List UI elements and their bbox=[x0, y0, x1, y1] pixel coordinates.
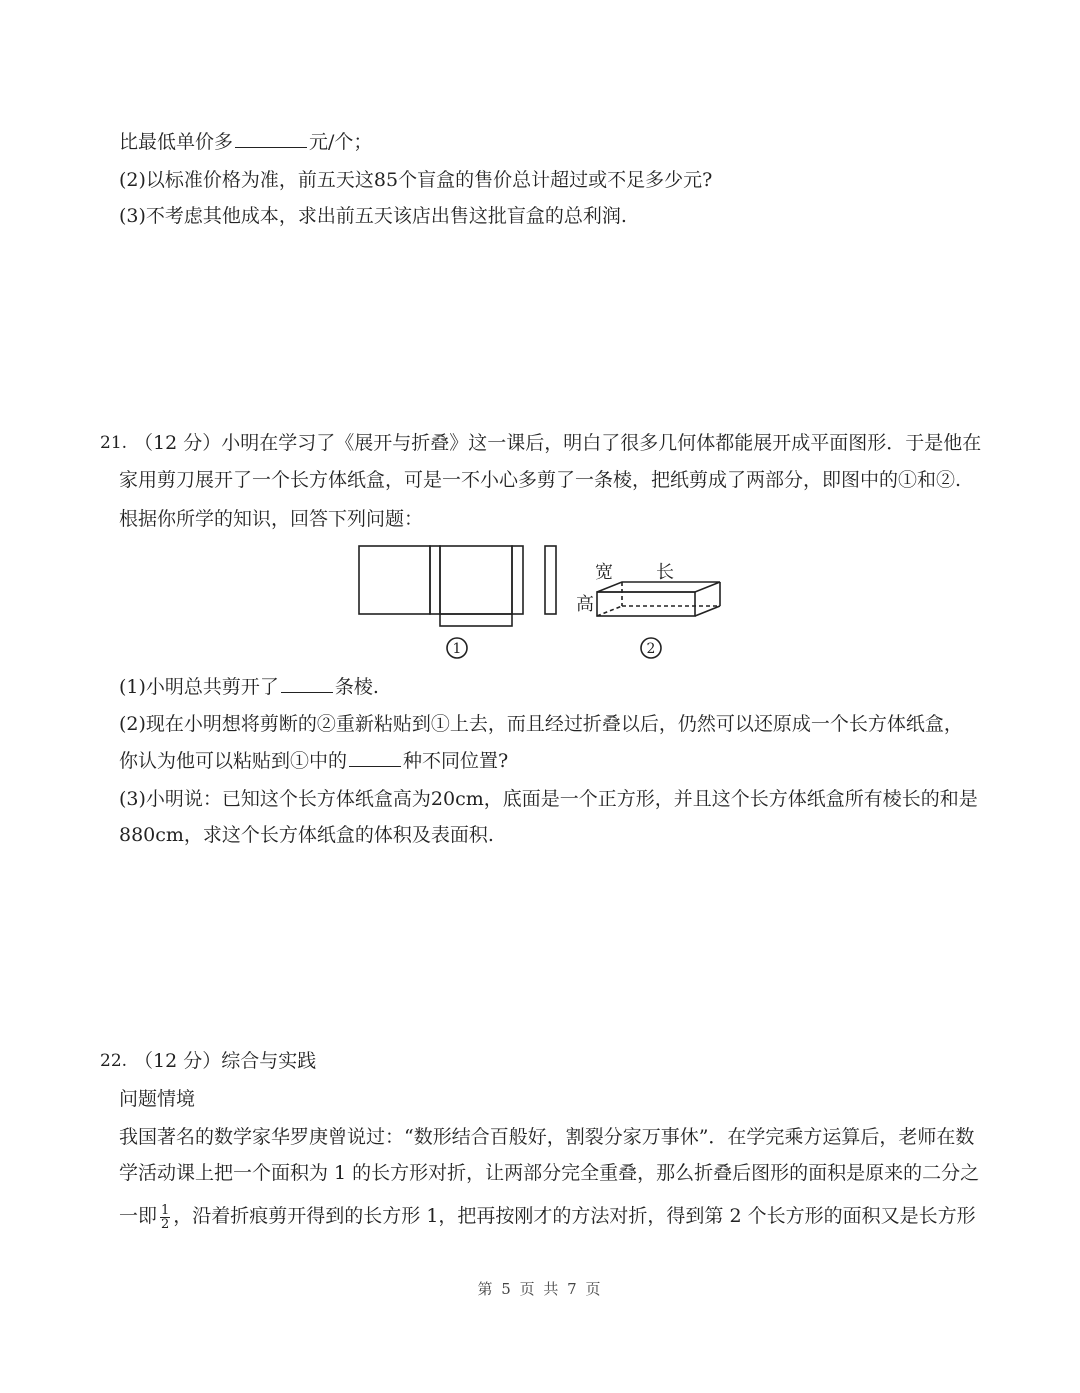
label-2-digit: 2 bbox=[646, 641, 656, 657]
q21-part2-blank[interactable] bbox=[349, 748, 401, 767]
q21-line1: （12 分）小明在学习了《展开与折叠》这一课后，明白了很多几何体都能展开成平面图形．于是他在 bbox=[134, 432, 982, 454]
q22-heading: 问题情境 bbox=[119, 1088, 196, 1110]
q20-line1-text-b: 元/个； bbox=[309, 131, 373, 153]
q22-line3: 学活动课上把一个面积为 1 的长方形对折，让两部分完全重叠，那么折叠后图形的面积是原来的二分之 bbox=[119, 1162, 980, 1184]
q21-part3-line1: (3)小明说：已知这个长方体纸盒高为20cm，底面是一个正方形，并且这个长方体纸盒所有棱长的和是 bbox=[119, 788, 978, 810]
q21-part1 bbox=[119, 674, 379, 700]
q21-part1-text-b: 条棱. bbox=[334, 676, 379, 698]
q20-line1-text-a: 比最低单价多 bbox=[119, 131, 234, 153]
q21-part2-line2 bbox=[119, 748, 508, 774]
net-thin-face-right bbox=[512, 546, 523, 614]
q21-part2-line1: (2)现在小明想将剪断的②重新粘贴到①上去，而且经过折叠以后，仍然可以还原成一个长方体纸盒， bbox=[119, 713, 963, 735]
q21-part1-blank[interactable] bbox=[281, 674, 333, 693]
q20-part3: (3)不考虑其他成本，求出前五天该店出售这批盲盒的总利润. bbox=[119, 205, 627, 227]
q22-line2: 我国著名的数学家华罗庚曾说过：“数形结合百般好，割裂分家万事休”．在学完乘方运算后，老师在数 bbox=[119, 1126, 975, 1148]
q22-line4-text-a: 一即 bbox=[119, 1205, 158, 1227]
q21-line2: 家用剪刀展开了一个长方体纸盒，可是一不小心多剪了一条棱，把纸剪成了两部分，即图中的①和②. bbox=[119, 469, 962, 491]
q20-line1 bbox=[119, 129, 372, 155]
net-center-face bbox=[440, 546, 512, 614]
q22-line4 bbox=[119, 1203, 976, 1231]
q22-line4-text-b: ，沿着折痕剪开得到的长方形 1，把再按刚才的方法对折，得到第 2 个长方形的面积又是长方形 bbox=[173, 1205, 976, 1227]
cuboid-drawing bbox=[597, 582, 720, 616]
q21-part2-text-b: 种不同位置? bbox=[403, 750, 509, 772]
fraction-denominator: 2 bbox=[161, 1216, 170, 1232]
net-bottom-strip bbox=[440, 614, 512, 626]
q21-number: 21. bbox=[100, 433, 128, 453]
q21-line3: 根据你所学的知识，回答下列问题： bbox=[119, 508, 424, 530]
net-thin-face-left bbox=[430, 546, 440, 614]
q21-part2-text-a: 你认为他可以粘贴到①中的 bbox=[119, 750, 348, 772]
q22-line1: （12 分）综合与实践 bbox=[134, 1050, 317, 1072]
length-label: 长 bbox=[656, 562, 674, 583]
fraction-numerator: 1 bbox=[161, 1202, 170, 1218]
label-1-digit: 1 bbox=[452, 641, 462, 657]
q21-figure bbox=[350, 538, 750, 663]
cut-strip bbox=[545, 546, 556, 614]
q21-part3-line2: 880cm，求这个长方体纸盒的体积及表面积. bbox=[119, 824, 494, 846]
height-label: 高 bbox=[576, 594, 594, 615]
page-footer: 第 5 页 共 7 页 bbox=[477, 1280, 603, 1298]
q20-part2: (2)以标准价格为准，前五天这85个盲盒的售价总计超过或不足多少元? bbox=[119, 169, 713, 191]
width-label: 宽 bbox=[595, 562, 613, 583]
net-large-face bbox=[359, 546, 430, 614]
q22-number: 22. bbox=[100, 1051, 128, 1071]
fraction-one-half bbox=[160, 1204, 170, 1231]
q21-part1-text-a: (1)小明总共剪开了 bbox=[119, 676, 279, 698]
q20-answer-blank[interactable] bbox=[235, 129, 307, 148]
